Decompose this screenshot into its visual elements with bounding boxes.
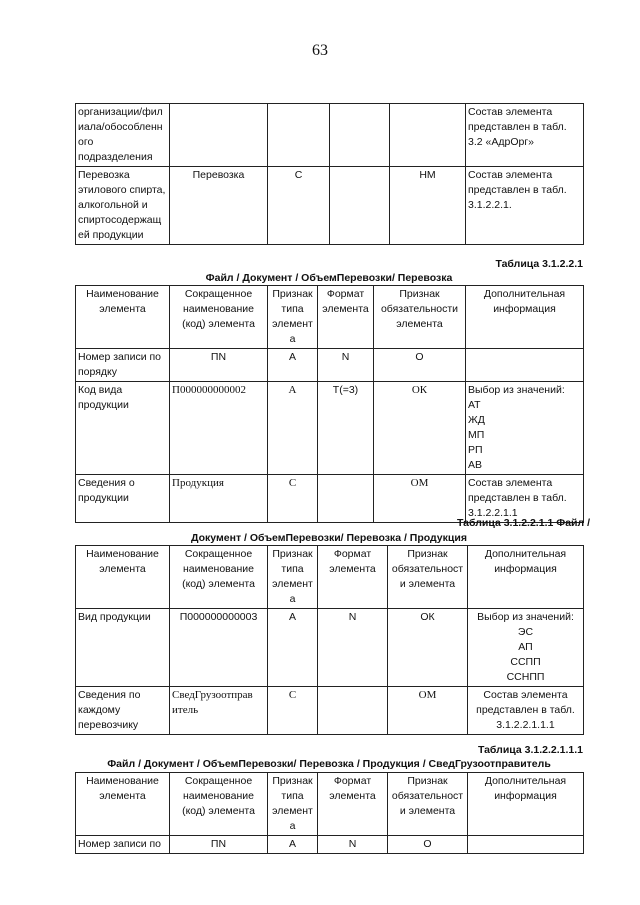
header-info: Дополнительная информация (468, 546, 584, 609)
header-info: Дополнительная информация (466, 286, 584, 349)
table-caption-number: Таблица 3.1.2.2.1 (495, 258, 583, 270)
option-value: АВ (468, 459, 483, 471)
cell-name: Номер записи по порядку (76, 349, 170, 382)
cell-code: Перевозка (170, 167, 268, 245)
table-continuation (75, 103, 584, 245)
cell-name: Код вида продукции (76, 382, 170, 475)
cell-type: С (268, 687, 318, 735)
cell-required: ОК (374, 382, 466, 475)
option-value: ЖД (468, 414, 485, 426)
cell-info: Состав элемента представлен в табл. 3.1.2.2.1. (466, 167, 584, 245)
cell-code: СведГрузоотправ итель (170, 687, 268, 735)
table-header-row (76, 773, 584, 836)
table-svedgruzootpravitel (75, 772, 584, 854)
cell-type: А (268, 382, 318, 475)
cell-name: Номер записи по (76, 836, 170, 854)
header-required: Признак обязательности элемента (388, 773, 468, 836)
cell-required: ОМ (374, 475, 466, 523)
table-caption-number: Таблица 3.1.2.2.1.1.1 (477, 744, 583, 756)
header-format: Формат элемента (318, 286, 374, 349)
cell-required: О (374, 349, 466, 382)
table-row (76, 609, 584, 687)
cell-format (318, 687, 388, 735)
cell-format: N (318, 349, 374, 382)
cell-code: ПN (170, 349, 268, 382)
header-format: Формат элемента (318, 546, 388, 609)
cell-required: ОМ (388, 687, 468, 735)
cell-info (468, 609, 584, 687)
table-caption-path: Файл / Документ / ОбъемПеревозки/ Перевозка (205, 272, 453, 284)
header-type: Признак типа элемента (268, 773, 318, 836)
option-value: АТ (468, 399, 481, 411)
cell-info (466, 382, 584, 475)
cell-required (390, 104, 466, 167)
table-caption-number: Таблица 3.1.2.2.1.1 Файл / (457, 517, 590, 529)
table-header-row (76, 286, 584, 349)
cell-info: Состав элемента представлен в табл. 3.1.2.2.1.1 (466, 475, 584, 523)
cell-format (330, 167, 390, 245)
header-code: Сокращенное наименование (код) элемента (170, 286, 268, 349)
cell-code: Продукция (170, 475, 268, 523)
cell-format: N (318, 609, 388, 687)
table-row (76, 382, 584, 475)
header-type: Признак типа элемента (268, 546, 318, 609)
table-caption-path: Документ / ОбъемПеревозки/ Перевозка / Продукция (191, 532, 467, 544)
cell-type: А (268, 609, 318, 687)
cell-type: С (268, 167, 330, 245)
cell-info (468, 836, 584, 854)
header-code: Сокращенное наименование (код) элемента (170, 773, 268, 836)
header-type: Признак типа элемента (268, 286, 318, 349)
cell-required: О (388, 836, 468, 854)
cell-required: НМ (390, 167, 466, 245)
cell-name: организации/фил иала/обособленн ого подразделения (76, 104, 170, 167)
option-value: ССПП (510, 656, 541, 668)
cell-code: ПN (170, 836, 268, 854)
page-number: 63 (312, 42, 328, 59)
cell-format (330, 104, 390, 167)
table-row (76, 836, 584, 854)
options-label: Выбор из значений: (468, 384, 565, 396)
table-row (76, 104, 584, 167)
cell-info: Состав элемента представлен в табл. 3.1.2.2.1.1.1 (468, 687, 584, 735)
header-code: Сокращенное наименование (код) элемента (170, 546, 268, 609)
cell-format: N (318, 836, 388, 854)
option-value: ЭС (517, 626, 534, 638)
header-info: Дополнительная информация (468, 773, 584, 836)
cell-name: Сведения по каждому перевозчику (76, 687, 170, 735)
option-value: АП (518, 641, 533, 653)
options-label: Выбор из значений: (477, 611, 574, 623)
table-header-row (76, 546, 584, 609)
cell-format (318, 475, 374, 523)
cell-info: Состав элемента представлен в табл. 3.2 «АдрОрг» (466, 104, 584, 167)
cell-required: ОК (388, 609, 468, 687)
option-value: ССНПП (506, 671, 545, 683)
cell-info (466, 349, 584, 382)
cell-code: П000000000003 (170, 609, 268, 687)
table-produktsiya (75, 545, 584, 735)
cell-code: П000000000002 (170, 382, 268, 475)
option-value: РП (468, 444, 483, 456)
table-row (76, 475, 584, 523)
table-row (76, 167, 584, 245)
cell-name: Сведения о продукции (76, 475, 170, 523)
cell-type: А (268, 836, 318, 854)
table-row (76, 687, 584, 735)
cell-code (170, 104, 268, 167)
option-value: МП (468, 429, 485, 441)
table-row (76, 349, 584, 382)
table-caption-path: Файл / Документ / ОбъемПеревозки/ Перевозка / Продукция / СведГрузоотправитель (107, 758, 551, 770)
table-perevozka (75, 285, 584, 523)
cell-type: А (268, 349, 318, 382)
cell-format: Т(=3) (318, 382, 374, 475)
header-format: Формат элемента (318, 773, 388, 836)
cell-type (268, 104, 330, 167)
header-required: Признак обязательности элемента (388, 546, 468, 609)
cell-type: С (268, 475, 318, 523)
header-name: Наименование элемента (76, 773, 170, 836)
header-name: Наименование элемента (76, 286, 170, 349)
cell-name: Перевозка этилового спирта, алкогольной и спиртосодержащ ей продукции (76, 167, 170, 245)
header-required: Признак обязательности элемента (374, 286, 466, 349)
cell-name: Вид продукции (76, 609, 170, 687)
header-name: Наименование элемента (76, 546, 170, 609)
